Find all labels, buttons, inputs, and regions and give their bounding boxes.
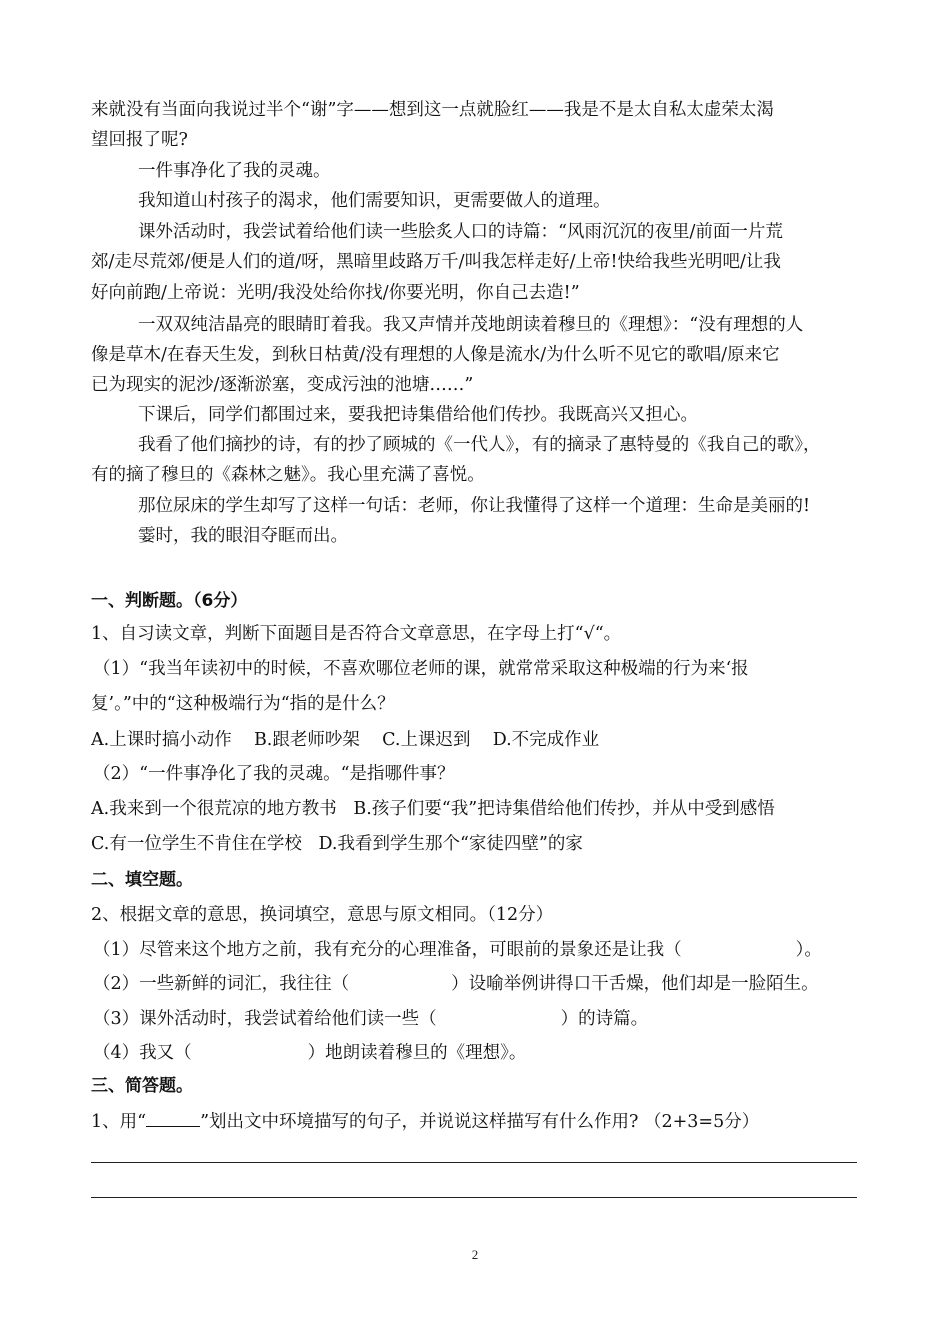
answer-line [91,1197,857,1198]
passage-line: 望回报了呢? [91,130,188,150]
fill-blank-item: （4）我又（ ）地朗读着穆旦的《理想》。 [93,1043,527,1063]
passage-line: 课外活动时，我尝试着给他们读一些脍炙人口的诗篇：“风雨沉沉的夜里/前面一片荒 [138,222,783,242]
question-text: （1）“我当年读初中的时候，不喜欢哪位老师的课，就常常采取这种极端的行为来‘报 [93,659,749,679]
answer-options: A.上课时搞小动作 B.跟老师吵架 C.上课迟到 D.不完成作业 [91,730,600,750]
section-title-fill-blank: 二、填空题。 [91,870,193,890]
fill-blank-item: （3）课外活动时，我尝试着给他们读一些（ ）的诗篇。 [93,1009,649,1029]
underline-sample [146,1110,200,1127]
passage-line: 来就没有当面向我说过半个“谢”字——想到这一点就脸红——我是不是太自私太虚荣太渴 [91,100,774,120]
question-text: 复’。”中的“这种极端行为“指的是什么？ [91,694,395,714]
fill-blank-item: （2）一些新鲜的词汇，我往往（ ）设喻举例讲得口干舌燥，他们却是一脸陌生。 [93,974,819,994]
passage-line: 我看了他们摘抄的诗，有的抄了顾城的《一代人》，有的摘录了惠特曼的《我自己的歌》， [138,435,821,455]
passage-line: 有的摘了穆旦的《森林之魅》。我心里充满了喜悦。 [91,465,485,485]
question-instruction: 2、根据文章的意思，换词填空，意思与原文相同。（12分） [91,905,554,925]
passage-line: 霎时，我的眼泪夺眶而出。 [138,526,348,546]
passage-line: 那位尿床的学生却写了这样一句话：老师，你让我懂得了这样一个道理：生命是美丽的! [138,496,811,516]
page-number: 2 [471,1247,479,1262]
passage-line: 下课后，同学们都围过来，要我把诗集借给他们传抄。我既高兴又担心。 [138,405,698,425]
answer-options: C.有一位学生不肯住在学校 D.我看到学生那个“家徒四壁”的家 [91,834,583,854]
question-text: （2）“一件事净化了我的灵魂。“是指哪件事？ [93,764,455,784]
passage-line: 我知道山村孩子的渴求，他们需要知识，更需要做人的道理。 [138,191,611,211]
section-title-judgement: 一、判断题。（6分） [91,591,248,611]
passage-line: 像是草木/在春天生发，到秋日枯黄/没有理想的人像是流水/为什么听不见它的歌唱/原来它 [91,345,780,365]
section-title-short-answer: 三、简答题。 [91,1076,193,1096]
passage-line: 郊/走尽荒郊/便是人们的道/呀，黑暗里歧路万千/叫我怎样走好/上帝!快给我些光明吧/让我 [91,252,781,272]
passage-line: 一件事净化了我的灵魂。 [138,161,331,181]
fill-blank-item: （1）尽管来这个地方之前，我有充分的心理准备，可眼前的景象还是让我（ ）。 [93,940,822,960]
answer-line [91,1162,857,1163]
passage-line: 好向前跑/上帝说：光明/我没处给你找/你要光明，你自己去造!” [91,283,580,303]
answer-options: A.我来到一个很荒凉的地方教书 B.孩子们要“我”把诗集借给他们传抄，并从中受到感悟 [91,799,775,819]
passage-line: 一双双纯洁晶亮的眼睛盯着我。我又声情并茂地朗读着穆旦的《理想》：“没有理想的人 [138,315,804,335]
question-instruction: 1、自习读文章，判断下面题目是否符合文章意思，在字母上打“√“。 [91,624,622,644]
question-text: 1、用“ ”划出文中环境描写的句子，并说说这样描写有什么作用? （2+3=5分） [91,1112,760,1132]
passage-line: 已为现实的泥沙/逐渐淤塞，变成污浊的池塘……” [91,375,474,395]
